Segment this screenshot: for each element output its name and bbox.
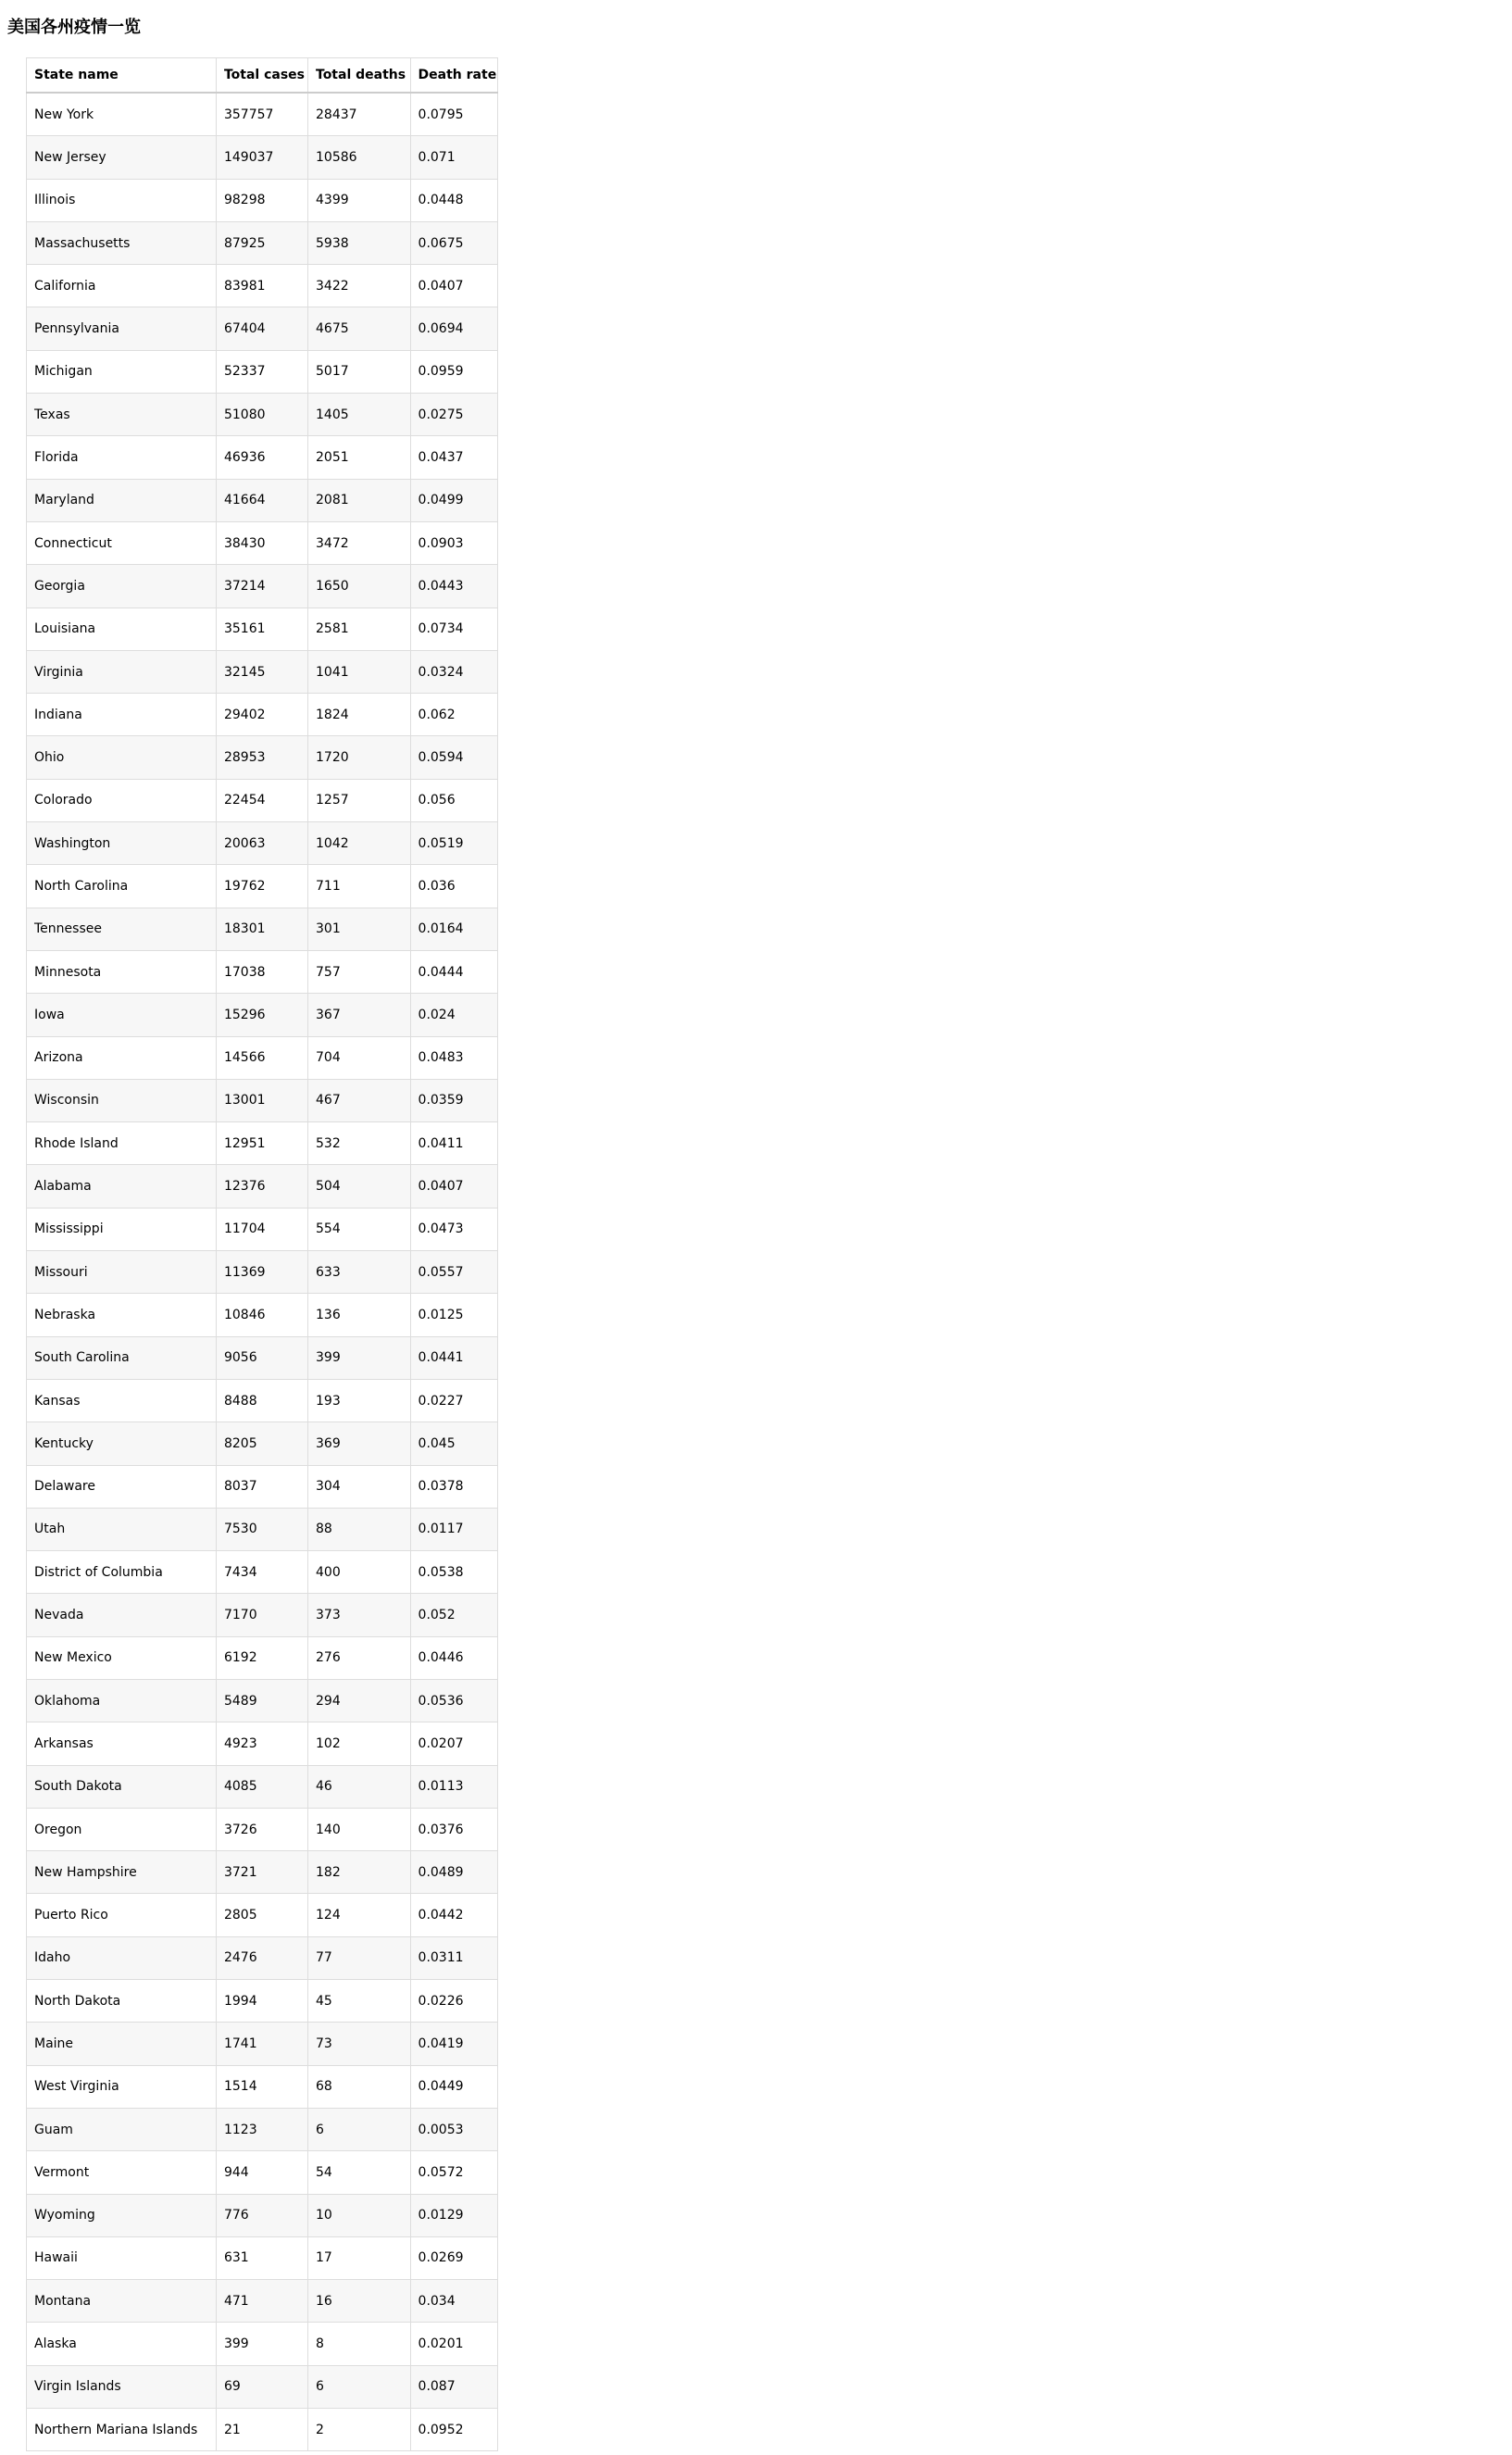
table-row xyxy=(27,1808,498,1850)
cell-total-cases: 14566 xyxy=(216,1036,307,1079)
header-total-deaths: Total deaths xyxy=(308,58,411,94)
table-row xyxy=(27,1594,498,1636)
table-row xyxy=(27,865,498,908)
cell-total-deaths: 4675 xyxy=(308,307,411,350)
cell-total-cases: 41664 xyxy=(216,479,307,521)
cell-state-name: Rhode Island xyxy=(27,1122,217,1165)
cell-total-cases: 29402 xyxy=(216,694,307,736)
cell-total-deaths: 633 xyxy=(308,1251,411,1294)
cell-total-deaths: 193 xyxy=(308,1379,411,1422)
table-row xyxy=(27,950,498,993)
cell-death-rate: 0.0164 xyxy=(410,908,497,950)
cell-state-name: Pennsylvania xyxy=(27,307,217,350)
cell-state-name: North Carolina xyxy=(27,865,217,908)
cell-total-deaths: 2081 xyxy=(308,479,411,521)
cell-death-rate: 0.034 xyxy=(410,2280,497,2323)
cell-total-deaths: 17 xyxy=(308,2236,411,2279)
cell-total-cases: 87925 xyxy=(216,221,307,264)
cell-total-cases: 1994 xyxy=(216,1980,307,2023)
table-row xyxy=(27,2023,498,2065)
cell-death-rate: 0.0473 xyxy=(410,1208,497,1250)
cell-total-cases: 35161 xyxy=(216,607,307,650)
cell-total-cases: 11704 xyxy=(216,1208,307,1250)
cell-total-cases: 18301 xyxy=(216,908,307,950)
table-row xyxy=(27,650,498,693)
cell-total-cases: 15296 xyxy=(216,994,307,1036)
cell-total-cases: 1514 xyxy=(216,2065,307,2108)
cell-total-deaths: 1257 xyxy=(308,779,411,821)
cell-death-rate: 0.056 xyxy=(410,779,497,821)
cell-total-cases: 2805 xyxy=(216,1894,307,1936)
cell-total-cases: 4923 xyxy=(216,1722,307,1765)
cell-total-deaths: 2051 xyxy=(308,436,411,479)
cell-death-rate: 0.0441 xyxy=(410,1336,497,1379)
cell-state-name: Ohio xyxy=(27,736,217,779)
cell-total-cases: 28953 xyxy=(216,736,307,779)
table-row xyxy=(27,93,498,136)
cell-death-rate: 0.0442 xyxy=(410,1894,497,1936)
table-row xyxy=(27,1851,498,1894)
cell-state-name: Utah xyxy=(27,1508,217,1550)
table-row xyxy=(27,2236,498,2279)
cell-total-deaths: 504 xyxy=(308,1165,411,1208)
table-row xyxy=(27,2409,498,2451)
cell-state-name: District of Columbia xyxy=(27,1551,217,1594)
cell-death-rate: 0.052 xyxy=(410,1594,497,1636)
cell-total-deaths: 6 xyxy=(308,2108,411,2150)
cell-total-cases: 69 xyxy=(216,2365,307,2408)
cell-death-rate: 0.0125 xyxy=(410,1294,497,1336)
table-row xyxy=(27,307,498,350)
table-row xyxy=(27,694,498,736)
table-header xyxy=(27,58,498,94)
cell-state-name: Maryland xyxy=(27,479,217,521)
cell-death-rate: 0.0499 xyxy=(410,479,497,521)
cell-total-deaths: 4399 xyxy=(308,179,411,221)
cell-total-deaths: 554 xyxy=(308,1208,411,1250)
table-row xyxy=(27,908,498,950)
cell-state-name: New York xyxy=(27,93,217,136)
cell-total-deaths: 367 xyxy=(308,994,411,1036)
cell-total-cases: 1123 xyxy=(216,2108,307,2150)
cell-total-deaths: 140 xyxy=(308,1808,411,1850)
cell-total-deaths: 10 xyxy=(308,2194,411,2236)
table-row xyxy=(27,1894,498,1936)
cell-total-cases: 7434 xyxy=(216,1551,307,1594)
cell-total-deaths: 369 xyxy=(308,1422,411,1465)
cell-total-deaths: 467 xyxy=(308,1079,411,1121)
cell-death-rate: 0.062 xyxy=(410,694,497,736)
cell-state-name: Wisconsin xyxy=(27,1079,217,1121)
cell-death-rate: 0.0324 xyxy=(410,650,497,693)
cell-death-rate: 0.036 xyxy=(410,865,497,908)
table-row xyxy=(27,1551,498,1594)
cell-state-name: Puerto Rico xyxy=(27,1894,217,1936)
cell-state-name: West Virginia xyxy=(27,2065,217,2108)
cell-total-deaths: 1042 xyxy=(308,822,411,865)
cell-death-rate: 0.024 xyxy=(410,994,497,1036)
cell-total-deaths: 77 xyxy=(308,1936,411,1979)
cell-total-deaths: 399 xyxy=(308,1336,411,1379)
cell-state-name: Michigan xyxy=(27,350,217,393)
cell-state-name: Texas xyxy=(27,394,217,436)
table-row xyxy=(27,1722,498,1765)
cell-death-rate: 0.0117 xyxy=(410,1508,497,1550)
cell-total-cases: 52337 xyxy=(216,350,307,393)
cell-total-cases: 8037 xyxy=(216,1465,307,1508)
cell-total-cases: 37214 xyxy=(216,565,307,607)
cell-death-rate: 0.0207 xyxy=(410,1722,497,1765)
table-row xyxy=(27,2065,498,2108)
cell-total-cases: 38430 xyxy=(216,521,307,564)
cell-state-name: Alabama xyxy=(27,1165,217,1208)
cell-total-deaths: 294 xyxy=(308,1679,411,1722)
cell-death-rate: 0.0444 xyxy=(410,950,497,993)
cell-state-name: Florida xyxy=(27,436,217,479)
cell-death-rate: 0.0275 xyxy=(410,394,497,436)
table-row xyxy=(27,1980,498,2023)
cell-state-name: Washington xyxy=(27,822,217,865)
cell-state-name: Louisiana xyxy=(27,607,217,650)
cell-total-deaths: 88 xyxy=(308,1508,411,1550)
cell-death-rate: 0.0903 xyxy=(410,521,497,564)
header-state-name: State name xyxy=(27,58,217,94)
cell-total-deaths: 28437 xyxy=(308,93,411,136)
table-row xyxy=(27,1165,498,1208)
cell-state-name: Idaho xyxy=(27,1936,217,1979)
table-row xyxy=(27,2194,498,2236)
cell-state-name: Wyoming xyxy=(27,2194,217,2236)
table-row xyxy=(27,1294,498,1336)
cell-death-rate: 0.0269 xyxy=(410,2236,497,2279)
cell-total-deaths: 10586 xyxy=(308,136,411,179)
cell-death-rate: 0.0378 xyxy=(410,1465,497,1508)
table-row xyxy=(27,265,498,307)
cell-death-rate: 0.0311 xyxy=(410,1936,497,1979)
cell-total-cases: 22454 xyxy=(216,779,307,821)
cell-death-rate: 0.0419 xyxy=(410,2023,497,2065)
state-data-table xyxy=(26,57,498,2451)
cell-total-cases: 399 xyxy=(216,2323,307,2365)
cell-total-deaths: 301 xyxy=(308,908,411,950)
cell-state-name: South Dakota xyxy=(27,1765,217,1808)
cell-total-cases: 3721 xyxy=(216,1851,307,1894)
cell-death-rate: 0.0411 xyxy=(410,1122,497,1165)
cell-total-cases: 32145 xyxy=(216,650,307,693)
cell-state-name: Mississippi xyxy=(27,1208,217,1250)
cell-state-name: Indiana xyxy=(27,694,217,736)
cell-state-name: New Jersey xyxy=(27,136,217,179)
cell-state-name: Northern Mariana Islands xyxy=(27,2409,217,2451)
table-row xyxy=(27,1936,498,1979)
cell-death-rate: 0.0407 xyxy=(410,265,497,307)
cell-state-name: Guam xyxy=(27,2108,217,2150)
cell-state-name: Oklahoma xyxy=(27,1679,217,1722)
cell-state-name: Kansas xyxy=(27,1379,217,1422)
table-row xyxy=(27,1379,498,1422)
cell-total-cases: 357757 xyxy=(216,93,307,136)
cell-total-deaths: 73 xyxy=(308,2023,411,2065)
cell-state-name: Delaware xyxy=(27,1465,217,1508)
cell-death-rate: 0.0675 xyxy=(410,221,497,264)
cell-death-rate: 0.0952 xyxy=(410,2409,497,2451)
cell-death-rate: 0.0519 xyxy=(410,822,497,865)
cell-state-name: North Dakota xyxy=(27,1980,217,2023)
cell-total-cases: 8488 xyxy=(216,1379,307,1422)
cell-state-name: Virginia xyxy=(27,650,217,693)
cell-total-deaths: 304 xyxy=(308,1465,411,1508)
cell-total-deaths: 704 xyxy=(308,1036,411,1079)
cell-death-rate: 0.0446 xyxy=(410,1636,497,1679)
cell-death-rate: 0.0359 xyxy=(410,1079,497,1121)
cell-total-cases: 631 xyxy=(216,2236,307,2279)
cell-death-rate: 0.0557 xyxy=(410,1251,497,1294)
table-row xyxy=(27,736,498,779)
cell-total-deaths: 6 xyxy=(308,2365,411,2408)
table-row xyxy=(27,1122,498,1165)
cell-death-rate: 0.0226 xyxy=(410,1980,497,2023)
cell-total-cases: 6192 xyxy=(216,1636,307,1679)
cell-state-name: Nebraska xyxy=(27,1294,217,1336)
cell-total-deaths: 182 xyxy=(308,1851,411,1894)
cell-state-name: Minnesota xyxy=(27,950,217,993)
cell-death-rate: 0.0113 xyxy=(410,1765,497,1808)
cell-total-cases: 2476 xyxy=(216,1936,307,1979)
header-total-cases: Total cases xyxy=(216,58,307,94)
cell-total-deaths: 1824 xyxy=(308,694,411,736)
cell-death-rate: 0.0129 xyxy=(410,2194,497,2236)
cell-death-rate: 0.0572 xyxy=(410,2151,497,2194)
cell-total-deaths: 124 xyxy=(308,1894,411,1936)
cell-death-rate: 0.071 xyxy=(410,136,497,179)
table-row xyxy=(27,1465,498,1508)
cell-death-rate: 0.0594 xyxy=(410,736,497,779)
cell-total-cases: 67404 xyxy=(216,307,307,350)
cell-death-rate: 0.087 xyxy=(410,2365,497,2408)
table-row xyxy=(27,1036,498,1079)
cell-state-name: New Mexico xyxy=(27,1636,217,1679)
table-row xyxy=(27,394,498,436)
cell-total-deaths: 16 xyxy=(308,2280,411,2323)
table-row xyxy=(27,479,498,521)
cell-total-cases: 19762 xyxy=(216,865,307,908)
table-row xyxy=(27,179,498,221)
cell-total-deaths: 400 xyxy=(308,1551,411,1594)
cell-total-cases: 83981 xyxy=(216,265,307,307)
cell-death-rate: 0.0443 xyxy=(410,565,497,607)
cell-total-cases: 149037 xyxy=(216,136,307,179)
cell-total-deaths: 1041 xyxy=(308,650,411,693)
cell-death-rate: 0.0227 xyxy=(410,1379,497,1422)
cell-total-deaths: 711 xyxy=(308,865,411,908)
table-row xyxy=(27,1336,498,1379)
cell-state-name: Tennessee xyxy=(27,908,217,950)
cell-total-cases: 12376 xyxy=(216,1165,307,1208)
cell-state-name: Oregon xyxy=(27,1808,217,1850)
table-row xyxy=(27,221,498,264)
cell-death-rate: 0.0448 xyxy=(410,179,497,221)
cell-total-cases: 13001 xyxy=(216,1079,307,1121)
cell-total-deaths: 276 xyxy=(308,1636,411,1679)
table-row xyxy=(27,994,498,1036)
cell-state-name: Iowa xyxy=(27,994,217,1036)
cell-state-name: Montana xyxy=(27,2280,217,2323)
cell-total-cases: 5489 xyxy=(216,1679,307,1722)
cell-death-rate: 0.0795 xyxy=(410,93,497,136)
cell-total-deaths: 54 xyxy=(308,2151,411,2194)
cell-total-deaths: 1720 xyxy=(308,736,411,779)
cell-state-name: Vermont xyxy=(27,2151,217,2194)
table-row xyxy=(27,822,498,865)
cell-death-rate: 0.0489 xyxy=(410,1851,497,1894)
cell-total-cases: 3726 xyxy=(216,1808,307,1850)
cell-state-name: Missouri xyxy=(27,1251,217,1294)
cell-state-name: Nevada xyxy=(27,1594,217,1636)
cell-total-cases: 4085 xyxy=(216,1765,307,1808)
cell-total-deaths: 5938 xyxy=(308,221,411,264)
cell-death-rate: 0.0449 xyxy=(410,2065,497,2108)
cell-total-deaths: 532 xyxy=(308,1122,411,1165)
header-row xyxy=(27,58,498,94)
table-row xyxy=(27,565,498,607)
cell-total-cases: 944 xyxy=(216,2151,307,2194)
table-row xyxy=(27,1079,498,1121)
cell-death-rate: 0.0538 xyxy=(410,1551,497,1594)
cell-death-rate: 0.045 xyxy=(410,1422,497,1465)
cell-death-rate: 0.0201 xyxy=(410,2323,497,2365)
cell-death-rate: 0.0694 xyxy=(410,307,497,350)
table-row xyxy=(27,2108,498,2150)
cell-death-rate: 0.0959 xyxy=(410,350,497,393)
cell-death-rate: 0.0536 xyxy=(410,1679,497,1722)
cell-total-deaths: 8 xyxy=(308,2323,411,2365)
cell-total-deaths: 46 xyxy=(308,1765,411,1808)
table-row xyxy=(27,2151,498,2194)
table-row xyxy=(27,779,498,821)
table-row xyxy=(27,2323,498,2365)
cell-death-rate: 0.0437 xyxy=(410,436,497,479)
cell-total-cases: 11369 xyxy=(216,1251,307,1294)
cell-state-name: South Carolina xyxy=(27,1336,217,1379)
cell-total-cases: 98298 xyxy=(216,179,307,221)
table-row xyxy=(27,350,498,393)
cell-state-name: Georgia xyxy=(27,565,217,607)
table-row xyxy=(27,521,498,564)
cell-total-cases: 9056 xyxy=(216,1336,307,1379)
table-row xyxy=(27,1765,498,1808)
cell-death-rate: 0.0483 xyxy=(410,1036,497,1079)
cell-total-cases: 17038 xyxy=(216,950,307,993)
cell-total-deaths: 45 xyxy=(308,1980,411,2023)
table-row xyxy=(27,2365,498,2408)
cell-state-name: Illinois xyxy=(27,179,217,221)
cell-state-name: New Hampshire xyxy=(27,1851,217,1894)
cell-total-cases: 20063 xyxy=(216,822,307,865)
table-row xyxy=(27,1679,498,1722)
cell-state-name: California xyxy=(27,265,217,307)
cell-total-cases: 8205 xyxy=(216,1422,307,1465)
cell-total-deaths: 68 xyxy=(308,2065,411,2108)
cell-total-deaths: 136 xyxy=(308,1294,411,1336)
table-row xyxy=(27,136,498,179)
cell-total-deaths: 2581 xyxy=(308,607,411,650)
cell-state-name: Connecticut xyxy=(27,521,217,564)
cell-total-deaths: 2 xyxy=(308,2409,411,2451)
table-row xyxy=(27,1636,498,1679)
cell-state-name: Maine xyxy=(27,2023,217,2065)
table-row xyxy=(27,607,498,650)
table-row xyxy=(27,1251,498,1294)
cell-state-name: Virgin Islands xyxy=(27,2365,217,2408)
table-body xyxy=(27,93,498,2451)
cell-total-cases: 46936 xyxy=(216,436,307,479)
table-row xyxy=(27,436,498,479)
cell-total-cases: 10846 xyxy=(216,1294,307,1336)
cell-state-name: Alaska xyxy=(27,2323,217,2365)
cell-total-deaths: 5017 xyxy=(308,350,411,393)
table-row xyxy=(27,1208,498,1250)
cell-death-rate: 0.0734 xyxy=(410,607,497,650)
cell-total-deaths: 1405 xyxy=(308,394,411,436)
page-title: 美国各州疫情一览 xyxy=(7,18,141,37)
cell-total-deaths: 1650 xyxy=(308,565,411,607)
cell-total-deaths: 102 xyxy=(308,1722,411,1765)
cell-state-name: Colorado xyxy=(27,779,217,821)
table-row xyxy=(27,1422,498,1465)
cell-death-rate: 0.0376 xyxy=(410,1808,497,1850)
cell-total-cases: 7530 xyxy=(216,1508,307,1550)
cell-total-deaths: 757 xyxy=(308,950,411,993)
cell-death-rate: 0.0407 xyxy=(410,1165,497,1208)
table-row xyxy=(27,1508,498,1550)
table-row xyxy=(27,2280,498,2323)
cell-state-name: Kentucky xyxy=(27,1422,217,1465)
cell-total-deaths: 373 xyxy=(308,1594,411,1636)
cell-total-cases: 51080 xyxy=(216,394,307,436)
cell-state-name: Arizona xyxy=(27,1036,217,1079)
cell-total-deaths: 3472 xyxy=(308,521,411,564)
cell-total-cases: 776 xyxy=(216,2194,307,2236)
cell-total-deaths: 3422 xyxy=(308,265,411,307)
cell-total-cases: 1741 xyxy=(216,2023,307,2065)
cell-state-name: Hawaii xyxy=(27,2236,217,2279)
cell-total-cases: 21 xyxy=(216,2409,307,2451)
cell-total-cases: 7170 xyxy=(216,1594,307,1636)
header-death-rate: Death rate xyxy=(410,58,497,94)
cell-state-name: Massachusetts xyxy=(27,221,217,264)
cell-total-cases: 12951 xyxy=(216,1122,307,1165)
cell-death-rate: 0.0053 xyxy=(410,2108,497,2150)
cell-state-name: Arkansas xyxy=(27,1722,217,1765)
cell-total-cases: 471 xyxy=(216,2280,307,2323)
